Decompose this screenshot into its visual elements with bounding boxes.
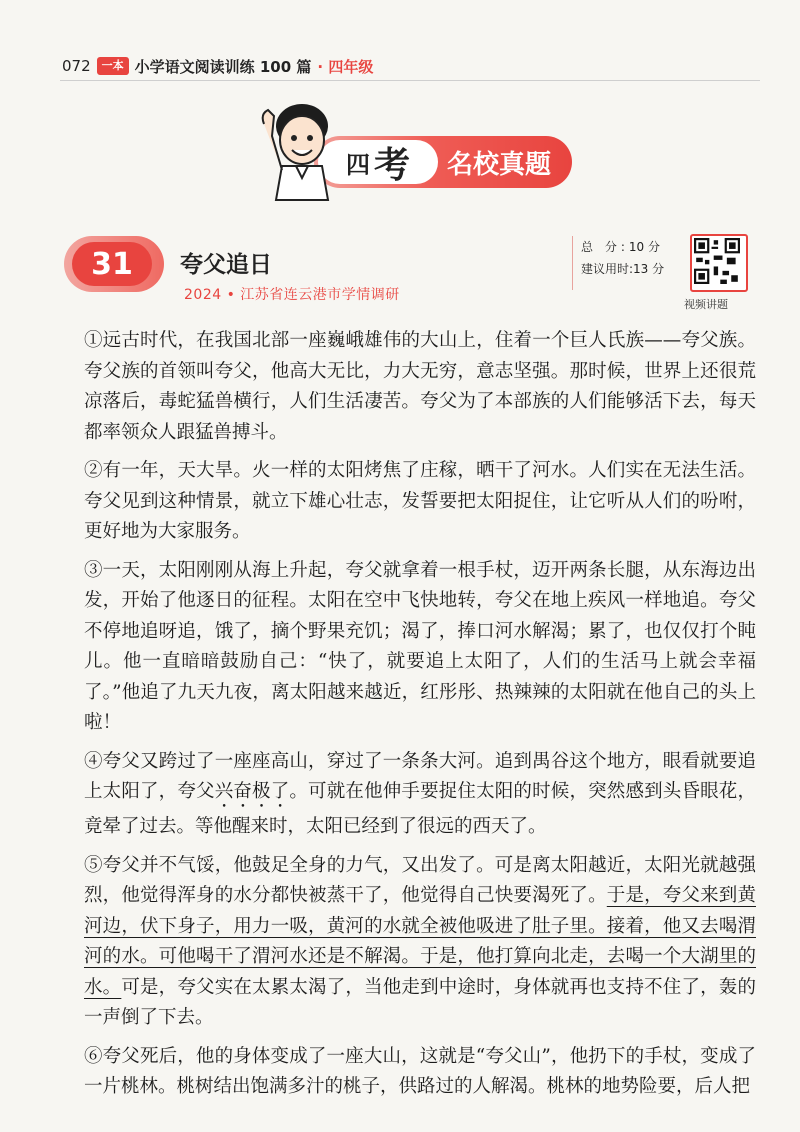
paragraph-1: ①远古时代，在我国北部一座巍峨雄伟的大山上，住着一个巨人氏族——夸父族。夸父族的首领叫夸父，他高大无比，力大无穷，意志坚强。那时候，世界上还很荒凉落后，毒蛇猛兽横行，人们生活凄苦。夸父为了本部族的人们能够活下去，每天都率领众人跟猛兽搏斗。 bbox=[84, 330, 756, 443]
lesson-number: 31 bbox=[72, 242, 152, 286]
paragraph-6: ⑥夸父死后，他的身体变成了一座大山，这就是“夸父山”，他扔下的手杖，变成了一片桃林。桃树结出饱满多汁的桃子，供路过的人解渴。桃林的地势险要，后人把 bbox=[84, 1045, 756, 1097]
mascot-icon bbox=[246, 96, 356, 206]
paragraph-4: ④夸父又跨过了一座座高山，穿过了一条条大河。追到禺谷这个地方，眼看就要追上太阳了，夸父兴奋极了。可就在他伸手要捉住太阳的时候，突然感到头昏眼花，竟晕了过去。等他醒来时，太阳已经到了很远的西天了。 bbox=[84, 750, 756, 837]
page-number: 072 bbox=[62, 57, 91, 75]
grade-label: · 四年级 bbox=[317, 57, 374, 76]
paragraph-2: ②有一年，天大旱。火一样的太阳烤焦了庄稼，晒干了河水。人们实在无法生活。夸父见到这种情景，就立下雄心壮志，发誓要把太阳捉住，让它听从人们的吩咐，更好地为大家服务。 bbox=[84, 460, 756, 542]
article-body bbox=[84, 326, 756, 1111]
qr-label: 视频讲题 bbox=[684, 298, 728, 311]
score-info bbox=[572, 236, 687, 290]
lesson-title: 夸父追日 bbox=[180, 252, 272, 278]
banner-left-label: 四 考 bbox=[318, 140, 438, 184]
brand-badge: 一本 bbox=[97, 57, 129, 75]
lesson-source: 2024 • 江苏省连云港市学情调研 bbox=[184, 287, 400, 303]
section-banner bbox=[246, 96, 576, 206]
paragraph-3: ③一天，太阳刚刚从海上升起，夸父就拿着一根手杖，迈开两条长腿，从东海边出发，开始了他逐日的征程。太阳在空中飞快地转，夸父在地上疾风一样地追。夸父不停地追呀追，饿了，摘个野果充饥；渴了，捧口河水解渴；累了，也仅仅打个盹儿。他一直暗暗鼓励自己：“快了，就要追上太阳了，人们的生活马上就会幸福了。”他追了九天九夜，离太阳越来越近，红彤彤、热辣辣的太阳就在他自己的头上啦！ bbox=[84, 559, 756, 733]
paragraph-5: ⑤夸父并不气馁，他鼓足全身的力气，又出发了。可是离太阳越近，太阳光就越强烈，他觉得浑身的水分都快被蒸干了，他觉得自己快要渴死了。于是，夸父来到黄河边，伏下身子，用力一吸，黄河的水就全被他吸进了肚子里。接着，他又去喝渭河的水。可他喝干了渭河水还是不解渴。于是，他打算向北走，去喝一个大湖里的水。可是，夸父实在太累太渴了，当他走到中途时，身体就再也支持不住了，轰的一声倒了下去。 bbox=[84, 854, 756, 1028]
emphasized-phrase: 兴奋极了 bbox=[214, 781, 290, 802]
lesson-number-badge bbox=[64, 236, 164, 292]
total-score-label: 总 分: bbox=[581, 240, 629, 254]
header-divider bbox=[60, 80, 760, 81]
time-label: 建议用时: bbox=[581, 262, 634, 276]
underlined-passage: 于是，夸父来到黄河边，伏下身子，用力一吸，黄河的水就全被他吸进了肚子里。接着，他又去喝渭河的水。可他喝干了渭河水还是不解渴。于是，他打算向北走，去喝一个大湖里的水。 bbox=[84, 885, 756, 998]
page-header bbox=[62, 54, 373, 78]
time-value: 13 分 bbox=[633, 262, 665, 276]
qr-code-icon[interactable] bbox=[690, 234, 748, 292]
banner-title: 名校真题 bbox=[446, 149, 551, 180]
book-title: 小学语文阅读训练 100 篇 bbox=[134, 57, 312, 76]
total-score-value: 10 分 bbox=[628, 240, 660, 254]
